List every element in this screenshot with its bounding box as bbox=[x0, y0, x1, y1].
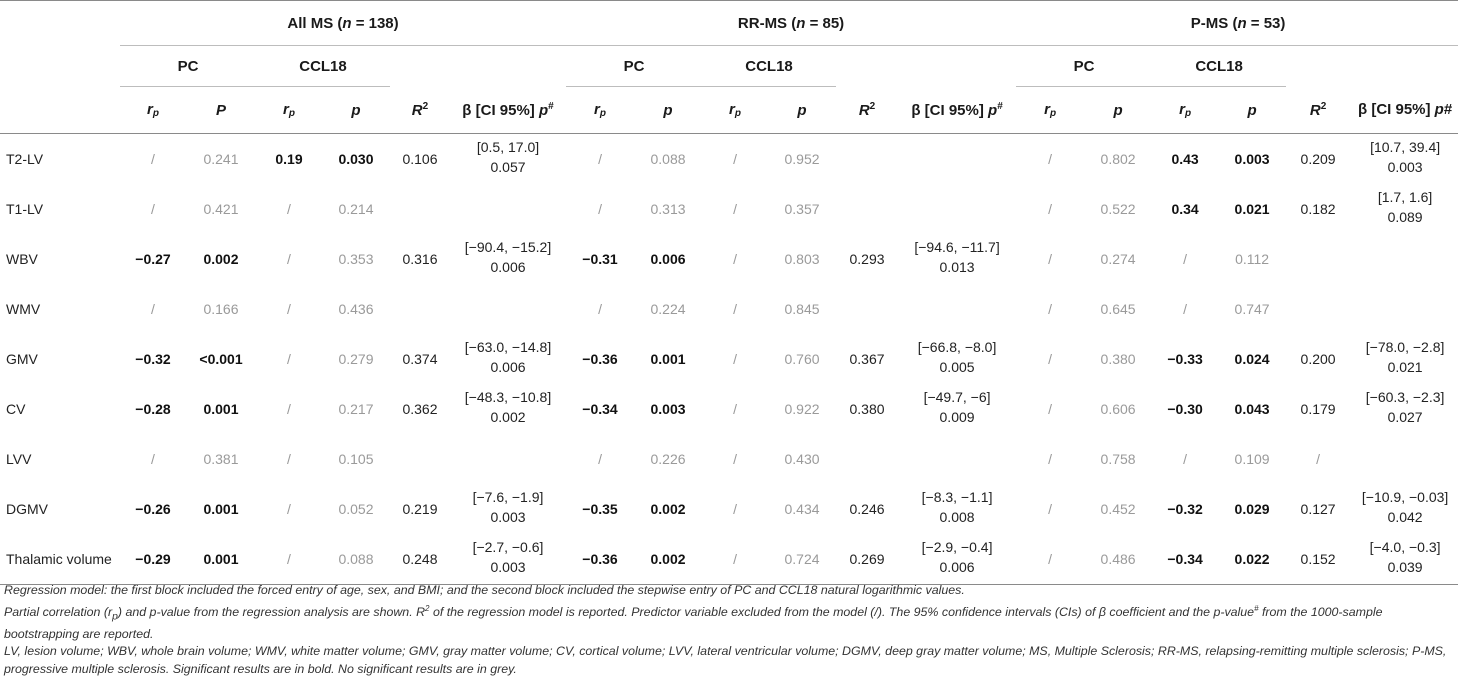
pc-rp-cell: / bbox=[598, 301, 602, 317]
beta-ci-cell bbox=[898, 434, 1016, 484]
bootstrap-p: 0.027 bbox=[1387, 409, 1423, 425]
pc-p-cell: 0.002 bbox=[650, 501, 686, 517]
pc-rp-cell: / bbox=[1048, 401, 1053, 417]
beta-ci-cell bbox=[1350, 534, 1458, 585]
pc-p-cell: 0.166 bbox=[203, 301, 239, 317]
row-label: T1-LV bbox=[6, 201, 44, 217]
r2-cell bbox=[1286, 234, 1350, 284]
beta-ci-cell bbox=[450, 134, 566, 185]
ccl18-rp-cell: / bbox=[733, 501, 737, 517]
r2-cell: 0.362 bbox=[402, 401, 438, 417]
bootstrap-p: 0.003 bbox=[1387, 159, 1423, 175]
ccl18-p-cell: 0.279 bbox=[338, 351, 374, 367]
bootstrap-p: 0.003 bbox=[490, 559, 526, 575]
table-row bbox=[0, 384, 1458, 434]
group-header-row bbox=[0, 1, 1458, 46]
table-row bbox=[0, 534, 1458, 585]
pc-header: PC bbox=[1016, 46, 1152, 87]
rp-header: $r_p$ bbox=[594, 101, 606, 119]
ccl18-p-cell: 0.043 bbox=[1234, 401, 1270, 417]
p-header: p bbox=[797, 101, 807, 119]
beta-ci: [−10.9, −0.03] bbox=[1361, 489, 1449, 505]
ccl18-p-cell: 0.052 bbox=[338, 501, 374, 517]
ccl18-rp-cell: −0.32 bbox=[1167, 501, 1203, 517]
beta-ci: [−48.3, −10.8] bbox=[464, 389, 552, 405]
row-label: T2-LV bbox=[6, 151, 44, 167]
pc-p-cell: 0.001 bbox=[186, 534, 256, 585]
pc-rp-cell: / bbox=[151, 151, 155, 167]
r2-header: $R^2$ bbox=[858, 100, 876, 119]
beta-ci: [0.5, 17.0] bbox=[476, 139, 540, 155]
pc-rp-cell: / bbox=[1048, 451, 1053, 467]
r2-cell: 0.219 bbox=[402, 501, 438, 517]
beta-ci: [−7.6, −1.9] bbox=[472, 489, 544, 505]
r2-cell bbox=[390, 434, 450, 484]
rp-header: $r_p$ bbox=[1179, 101, 1192, 119]
rp-header: $r_p$ bbox=[283, 101, 295, 119]
ccl18-p-cell: 0.109 bbox=[1234, 451, 1270, 467]
ccl18-rp-cell: / bbox=[287, 251, 291, 267]
pc-rp-cell: / bbox=[598, 201, 602, 217]
ccl18-p-cell: 0.088 bbox=[322, 534, 390, 585]
r2-cell bbox=[836, 134, 898, 185]
r2-cell: 0.209 bbox=[1300, 151, 1336, 167]
pc-p-cell: 0.003 bbox=[650, 401, 686, 417]
bootstrap-p: 0.006 bbox=[490, 259, 526, 275]
beta-ci-cell bbox=[1350, 184, 1458, 234]
ccl18-rp-cell: −0.33 bbox=[1167, 351, 1203, 367]
table-row bbox=[0, 434, 1458, 484]
beta-ci-cell bbox=[450, 534, 566, 585]
column-header-row bbox=[0, 87, 1458, 134]
row-label: WBV bbox=[6, 251, 38, 267]
beta-ci-cell bbox=[450, 384, 566, 434]
beta-ci: [−94.6, −11.7] bbox=[914, 239, 1000, 255]
beta-ci: [−49.7, −6] bbox=[923, 389, 991, 405]
beta-header: β [CI 95%] p# bbox=[1358, 101, 1453, 119]
ccl18-rp-cell: / bbox=[733, 201, 737, 217]
r2-cell: / bbox=[1316, 451, 1321, 467]
pc-p-cell: 0.313 bbox=[650, 201, 686, 217]
r2-cell bbox=[836, 284, 898, 334]
beta-ci-cell bbox=[1350, 384, 1458, 434]
pc-rp-cell: / bbox=[151, 201, 155, 217]
row-label: Thalamic volume bbox=[0, 534, 120, 585]
pc-p-cell: 0.226 bbox=[650, 451, 686, 467]
pc-p-cell: 0.002 bbox=[203, 251, 239, 267]
p-header: p bbox=[1113, 101, 1123, 119]
pc-p-cell: 0.522 bbox=[1100, 201, 1136, 217]
ccl18-p-cell: 0.952 bbox=[784, 151, 820, 167]
pc-p-cell: 0.758 bbox=[1100, 451, 1136, 467]
pc-p-cell: 0.606 bbox=[1100, 401, 1136, 417]
beta-ci: [−2.7, −0.6] bbox=[472, 539, 544, 555]
bootstrap-p: 0.006 bbox=[939, 559, 975, 575]
beta-ci: [−2.9, −0.4] bbox=[921, 539, 993, 555]
ccl18-rp-cell: / bbox=[287, 301, 291, 317]
ccl18-p-cell: 0.112 bbox=[1235, 251, 1270, 267]
beta-ci: [1.7, 1.6] bbox=[1377, 189, 1433, 205]
ccl18-p-cell: 0.760 bbox=[784, 351, 820, 367]
r2-cell: 0.269 bbox=[836, 534, 898, 585]
pc-p-cell: <0.001 bbox=[199, 351, 243, 367]
pc-rp-cell: / bbox=[598, 451, 602, 467]
pc-p-cell: 0.274 bbox=[1100, 251, 1136, 267]
r2-cell bbox=[390, 184, 450, 234]
pc-rp-cell: −0.29 bbox=[120, 534, 186, 585]
rp-header: $r_p$ bbox=[729, 101, 741, 119]
ccl18-rp-cell: / bbox=[1183, 301, 1188, 317]
pc-rp-cell: −0.35 bbox=[582, 501, 618, 517]
r2-cell: 0.380 bbox=[849, 401, 885, 417]
ccl18-rp-cell: / bbox=[1183, 251, 1188, 267]
p-header: p bbox=[1247, 101, 1257, 119]
table-row bbox=[0, 234, 1458, 284]
sub-header-row bbox=[0, 46, 1458, 87]
pc-p-cell: 0.224 bbox=[650, 301, 686, 317]
bootstrap-p: 0.021 bbox=[1387, 359, 1423, 375]
beta-ci-cell bbox=[1350, 334, 1458, 384]
beta-ci-cell bbox=[898, 234, 1016, 284]
r2-cell: 0.179 bbox=[1300, 401, 1336, 417]
footnote-stats: Partial correlation $(r_p)$ and p-value from the regression analysis are shown. $R^2$ of the regression model is reported. Predictor variable excluded from the model (/). The 95% confidence intervals (CIs) of β coefficient and the p-value# from the 1000-sample bootstrapping are reported. bbox=[4, 603, 1383, 641]
row-label: CV bbox=[6, 401, 26, 417]
beta-ci: [−66.8, −8.0] bbox=[917, 339, 997, 355]
beta-ci-cell bbox=[898, 334, 1016, 384]
ccl18-header: CCL18 bbox=[1152, 46, 1286, 87]
pc-p-cell: 0.006 bbox=[650, 251, 686, 267]
ccl18-rp-cell: 0.43 bbox=[1171, 151, 1199, 167]
p-header: P bbox=[215, 101, 226, 119]
ccl18-p-cell: 0.003 bbox=[1234, 151, 1270, 167]
ccl18-p-cell: 0.436 bbox=[338, 301, 374, 317]
ccl18-p-cell: 0.430 bbox=[784, 451, 820, 467]
pc-rp-cell: −0.28 bbox=[135, 401, 171, 417]
r2-cell: 0.182 bbox=[1300, 201, 1336, 217]
beta-ci: [−4.0, −0.3] bbox=[1369, 539, 1441, 555]
beta-ci-cell bbox=[898, 134, 1016, 185]
row-label: DGMV bbox=[6, 501, 48, 517]
beta-ci-cell bbox=[450, 484, 566, 534]
ccl18-p-cell: 0.747 bbox=[1234, 301, 1270, 317]
ccl18-p-cell: 0.724 bbox=[768, 534, 836, 585]
ccl18-rp-cell: / bbox=[733, 251, 737, 267]
ccl18-rp-cell: −0.34 bbox=[1152, 534, 1218, 585]
ccl18-rp-cell: / bbox=[287, 451, 291, 467]
ccl18-p-cell: 0.105 bbox=[338, 451, 374, 467]
pc-rp-cell: −0.36 bbox=[582, 351, 618, 367]
ccl18-p-cell: 0.217 bbox=[338, 401, 374, 417]
ccl18-rp-cell: / bbox=[733, 351, 737, 367]
ccl18-rp-cell: / bbox=[1183, 451, 1188, 467]
bootstrap-p: 0.013 bbox=[939, 259, 975, 275]
beta-header: β [CI 95%] p# bbox=[911, 100, 1003, 119]
rp-header: $r_p$ bbox=[1044, 101, 1057, 119]
pc-rp-cell: −0.26 bbox=[135, 501, 171, 517]
bootstrap-p: 0.006 bbox=[490, 359, 526, 375]
row-label: LVV bbox=[6, 451, 32, 467]
group-p-ms: P-MS (n = 53) bbox=[1016, 1, 1458, 46]
bootstrap-p: 0.002 bbox=[490, 409, 526, 425]
bootstrap-p: 0.057 bbox=[490, 159, 526, 175]
ccl18-rp-cell: / bbox=[287, 351, 291, 367]
footnotes bbox=[4, 582, 1454, 678]
ccl18-p-cell: 0.029 bbox=[1234, 501, 1270, 517]
ccl18-p-cell: 0.845 bbox=[784, 301, 820, 317]
ccl18-header: CCL18 bbox=[256, 46, 390, 87]
ccl18-rp-cell: / bbox=[287, 501, 291, 517]
pc-rp-cell: −0.31 bbox=[582, 251, 618, 267]
rp-header: $r_p$ bbox=[147, 101, 159, 119]
pc-p-cell: 0.241 bbox=[203, 151, 239, 167]
ccl18-rp-cell: / bbox=[287, 201, 291, 217]
ccl18-rp-cell: −0.30 bbox=[1167, 401, 1203, 417]
ccl18-rp-cell: / bbox=[256, 534, 322, 585]
ccl18-p-cell: 0.024 bbox=[1234, 351, 1270, 367]
pc-rp-cell: / bbox=[1048, 351, 1053, 367]
r2-cell: 0.374 bbox=[402, 351, 438, 367]
pc-rp-cell: / bbox=[1048, 201, 1053, 217]
pc-p-cell: 0.001 bbox=[203, 501, 239, 517]
table-row bbox=[0, 484, 1458, 534]
table-row bbox=[0, 334, 1458, 384]
r2-cell: 0.367 bbox=[849, 351, 885, 367]
beta-ci: [−90.4, −15.2] bbox=[464, 239, 552, 255]
beta-ci: [−78.0, −2.8] bbox=[1365, 339, 1445, 355]
table-row bbox=[0, 184, 1458, 234]
beta-ci-cell bbox=[1350, 234, 1458, 284]
pc-header: PC bbox=[566, 46, 702, 87]
footnote-model: Regression model: the first block included the forced entry of age, sex, and BMI; and the second block included the stepwise entry of PC and CCL18 natural logarithmic values. bbox=[4, 583, 965, 597]
ccl18-p-cell: 0.434 bbox=[784, 501, 820, 517]
r2-cell: 0.248 bbox=[390, 534, 450, 585]
ccl18-rp-cell: 0.19 bbox=[275, 151, 303, 167]
pc-p-cell: 0.002 bbox=[634, 534, 702, 585]
pc-p-cell: 0.421 bbox=[203, 201, 239, 217]
group-all-ms: All MS (n = 138) bbox=[120, 1, 566, 46]
r2-cell: 0.127 bbox=[1300, 501, 1336, 517]
bootstrap-p: 0.042 bbox=[1387, 509, 1423, 525]
beta-ci-cell bbox=[450, 334, 566, 384]
pc-rp-cell: / bbox=[1048, 501, 1053, 517]
bootstrap-p: 0.003 bbox=[490, 509, 526, 525]
beta-ci-cell bbox=[1350, 434, 1458, 484]
beta-ci-cell bbox=[898, 534, 1016, 585]
ccl18-rp-cell: 0.34 bbox=[1171, 201, 1199, 217]
pc-rp-cell: −0.32 bbox=[135, 351, 171, 367]
pc-p-cell: 0.088 bbox=[650, 151, 686, 167]
table-row bbox=[0, 134, 1458, 185]
pc-p-cell: 0.645 bbox=[1100, 301, 1136, 317]
beta-ci: [−8.3, −1.1] bbox=[921, 489, 993, 505]
beta-ci-cell bbox=[450, 434, 566, 484]
pc-p-cell: 0.380 bbox=[1100, 351, 1136, 367]
pc-p-cell: 0.452 bbox=[1100, 501, 1136, 517]
beta-ci-cell bbox=[1350, 284, 1458, 334]
r2-cell bbox=[390, 284, 450, 334]
ccl18-rp-cell: / bbox=[702, 534, 768, 585]
pc-header: PC bbox=[120, 46, 256, 87]
pc-rp-cell: / bbox=[1048, 301, 1053, 317]
pc-rp-cell: / bbox=[598, 151, 602, 167]
beta-ci-cell bbox=[450, 284, 566, 334]
ccl18-p-cell: 0.357 bbox=[784, 201, 820, 217]
ccl18-p-cell: 0.030 bbox=[338, 151, 374, 167]
pc-rp-cell: / bbox=[1048, 251, 1053, 267]
pc-rp-cell: −0.34 bbox=[582, 401, 618, 417]
r2-cell: 0.200 bbox=[1300, 351, 1336, 367]
beta-ci-cell bbox=[898, 384, 1016, 434]
pc-rp-cell: / bbox=[1048, 151, 1053, 167]
beta-ci: [10.7, 39.4] bbox=[1370, 139, 1441, 155]
beta-ci-cell bbox=[1350, 484, 1458, 534]
ccl18-p-cell: 0.022 bbox=[1218, 534, 1286, 585]
bootstrap-p: 0.005 bbox=[939, 359, 975, 375]
beta-ci: [−63.0, −14.8] bbox=[464, 339, 552, 355]
beta-ci-cell bbox=[1350, 134, 1458, 185]
pc-p-cell: 0.486 bbox=[1084, 534, 1152, 585]
r2-cell bbox=[1286, 284, 1350, 334]
beta-ci: [−60.3, −2.3] bbox=[1365, 389, 1445, 405]
p-header: p bbox=[351, 101, 361, 119]
r2-cell bbox=[836, 434, 898, 484]
ccl18-rp-cell: / bbox=[733, 151, 737, 167]
pc-rp-cell: / bbox=[1016, 534, 1084, 585]
r2-cell bbox=[836, 184, 898, 234]
bootstrap-p: 0.089 bbox=[1387, 209, 1423, 225]
pc-rp-cell: −0.36 bbox=[566, 534, 634, 585]
bootstrap-p: 0.039 bbox=[1387, 559, 1423, 575]
beta-header: β [CI 95%] p# bbox=[462, 100, 554, 119]
beta-ci-cell bbox=[898, 184, 1016, 234]
row-label: GMV bbox=[6, 351, 38, 367]
r2-header: $R^2$ bbox=[1309, 100, 1327, 119]
r2-cell: 0.106 bbox=[402, 151, 438, 167]
ccl18-p-cell: 0.353 bbox=[338, 251, 374, 267]
p-header: p bbox=[663, 101, 673, 119]
table-row bbox=[0, 284, 1458, 334]
pc-rp-cell: −0.27 bbox=[135, 251, 171, 267]
ccl18-rp-cell: / bbox=[733, 401, 737, 417]
ccl18-rp-cell: / bbox=[287, 401, 291, 417]
ccl18-p-cell: 0.803 bbox=[784, 251, 820, 267]
r2-cell: 0.293 bbox=[849, 251, 885, 267]
ccl18-header: CCL18 bbox=[702, 46, 836, 87]
r2-cell: 0.246 bbox=[849, 501, 885, 517]
ccl18-p-cell: 0.021 bbox=[1234, 201, 1270, 217]
footnote-abbreviations: LV, lesion volume; WBV, whole brain volume; WMV, white matter volume; GMV, gray matter volume; CV, cortical volume; LVV, lateral ventricular volume; DGMV, deep gray matter volume; MS, Multiple Sclerosis; RR-MS, relapsing-remitting multiple sclerosis; P-MS, progressive multiple sclerosis. Significant results are in bold. No significant results are in grey. bbox=[4, 644, 1447, 676]
r2-header: $R^2$ bbox=[411, 100, 429, 119]
table-body bbox=[0, 134, 1458, 585]
bootstrap-p: 0.009 bbox=[939, 409, 975, 425]
pc-p-cell: 0.802 bbox=[1100, 151, 1136, 167]
group-rr-ms: RR-MS (n = 85) bbox=[566, 1, 1016, 46]
pc-p-cell: 0.001 bbox=[203, 401, 239, 417]
beta-ci-cell bbox=[898, 484, 1016, 534]
beta-ci-cell bbox=[898, 284, 1016, 334]
pc-p-cell: 0.381 bbox=[203, 451, 239, 467]
pc-p-cell: 0.001 bbox=[650, 351, 686, 367]
ccl18-p-cell: 0.214 bbox=[338, 201, 374, 217]
row-label: WMV bbox=[6, 301, 41, 317]
bootstrap-p: 0.008 bbox=[939, 509, 975, 525]
ccl18-rp-cell: / bbox=[733, 451, 737, 467]
beta-ci-cell bbox=[450, 184, 566, 234]
pc-rp-cell: / bbox=[151, 301, 155, 317]
r2-cell: 0.152 bbox=[1286, 534, 1350, 585]
ccl18-p-cell: 0.922 bbox=[784, 401, 820, 417]
ccl18-rp-cell: / bbox=[733, 301, 737, 317]
pc-rp-cell: / bbox=[151, 451, 155, 467]
beta-ci-cell bbox=[450, 234, 566, 284]
r2-cell: 0.316 bbox=[402, 251, 438, 267]
